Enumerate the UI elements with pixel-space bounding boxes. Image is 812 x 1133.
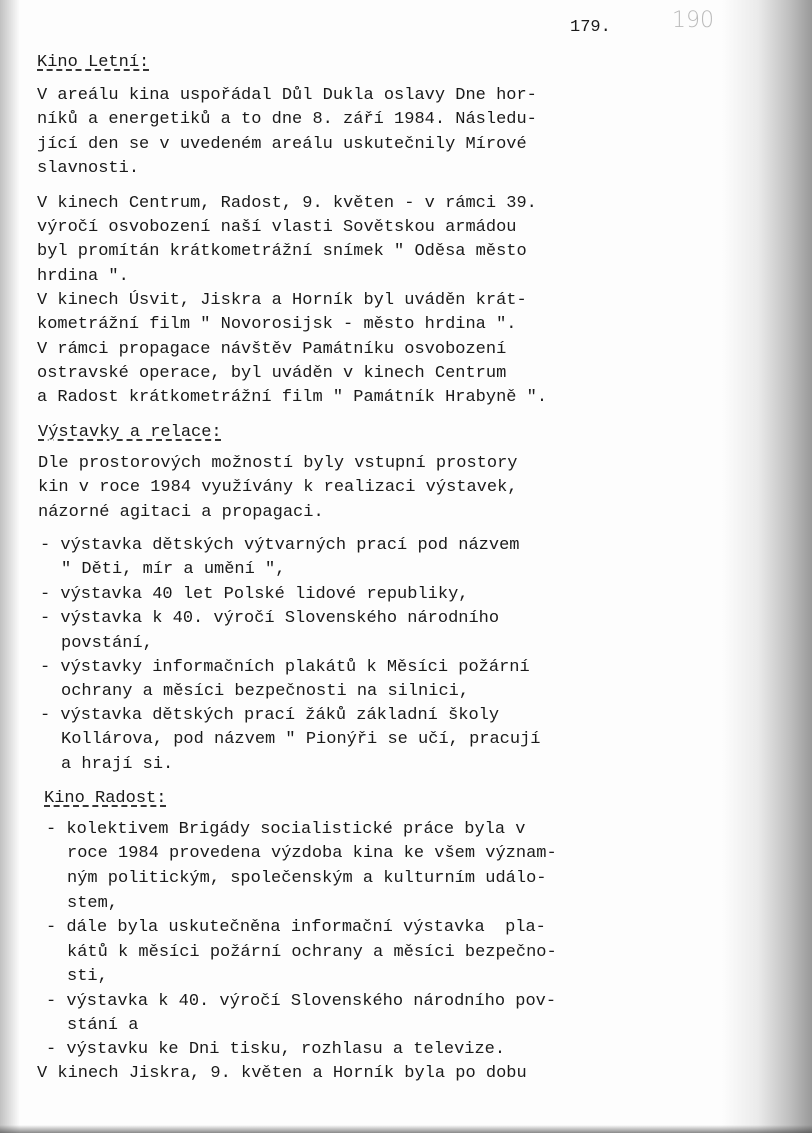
list-item-line: a hrají si.	[61, 755, 174, 774]
list-item-line: roce 1984 provedena výzdoba kina ke všem význam-	[67, 844, 557, 863]
paragraph-line: jící den se v uvedeném areálu uskutečnily Mírové	[37, 135, 527, 154]
list-item-line: sti,	[67, 967, 108, 986]
section-heading: Výstavky a relace:	[38, 423, 222, 442]
paragraph-line: slavnosti.	[37, 159, 140, 178]
list-item-line: - výstavku ke Dni tisku, rozhlasu a televize.	[46, 1040, 506, 1059]
paragraph-line: níků a energetiků a to dne 8. září 1984. Následu-	[37, 110, 537, 129]
list-item-line: povstání,	[61, 634, 153, 653]
paragraph-line: názorné agitaci a propagaci.	[38, 503, 324, 522]
paragraph-line: výročí osvobození naší vlasti Sovětskou armádou	[37, 218, 517, 237]
scan-edge-left	[0, 0, 20, 1133]
list-item-line: - výstavka 40 let Polské lidové republiky,	[40, 585, 469, 604]
list-item-line: kátů k měsíci požární ochrany a měsíci bezpečno-	[67, 943, 557, 962]
list-item-line: - výstavka k 40. výročí Slovenského národního pov-	[46, 992, 557, 1011]
list-item-line: - výstavky informačních plakátů k Měsíci požární	[40, 658, 530, 677]
list-item-line: - výstavka dětských výtvarných prací pod názvem	[40, 536, 520, 555]
archive-pencil-number: 190	[672, 8, 714, 33]
paragraph-line: a Radost krátkometrážní film " Památník Hrabyně ".	[37, 388, 548, 407]
scan-edge-bottom	[0, 1125, 812, 1133]
paragraph-line: hrdina ".	[37, 267, 129, 286]
list-item-line: - výstavka dětských prací žáků základní školy	[40, 706, 500, 725]
list-item-line: - kolektivem Brigády socialistické práce byla v	[46, 820, 526, 839]
list-item-line: ným politickým, společenským a kulturním událo-	[67, 869, 547, 888]
paragraph-line: V kinech Centrum, Radost, 9. květen - v rámci 39.	[37, 194, 537, 213]
paragraph-line: V kinech Jiskra, 9. květen a Horník byla po dobu	[37, 1064, 527, 1083]
list-item-line: stem,	[67, 894, 119, 913]
paragraph-line: kin v roce 1984 využívány k realizaci výstavek,	[38, 478, 518, 497]
paragraph-line: Dle prostorových možností byly vstupní prostory	[38, 454, 518, 473]
paragraph-line: ostravské operace, byl uváděn v kinech Centrum	[37, 364, 507, 383]
paragraph-line: V areálu kina uspořádal Důl Dukla oslavy Dne hor-	[37, 86, 537, 105]
list-item-line: ochrany a měsíci bezpečnosti na silnici,	[61, 682, 470, 701]
page-number: 179.	[570, 18, 611, 37]
list-item-line: stání a	[67, 1016, 139, 1035]
section-heading: Kino Radost:	[44, 789, 167, 808]
list-item-line: - výstavka k 40. výročí Slovenského národního	[40, 609, 500, 628]
list-item-line: Kollárova, pod názvem " Pionýři se učí, pracují	[61, 730, 541, 749]
list-item-line: - dále byla uskutečněna informační výstavka pla-	[46, 918, 546, 937]
paragraph-line: V kinech Úsvit, Jiskra a Horník byl uváděn krát-	[37, 291, 527, 310]
scan-edge-right	[722, 0, 812, 1133]
paragraph-line: V rámci propagace návštěv Památníku osvobození	[37, 340, 507, 359]
paragraph-line: kometrážní film " Novorosijsk - město hrdina ".	[37, 315, 517, 334]
paragraph-line: byl promítán krátkometrážní snímek " Oděsa město	[37, 242, 527, 261]
section-heading: Kino Letní:	[37, 53, 150, 72]
list-item-line: " Děti, mír a umění ",	[61, 560, 286, 579]
